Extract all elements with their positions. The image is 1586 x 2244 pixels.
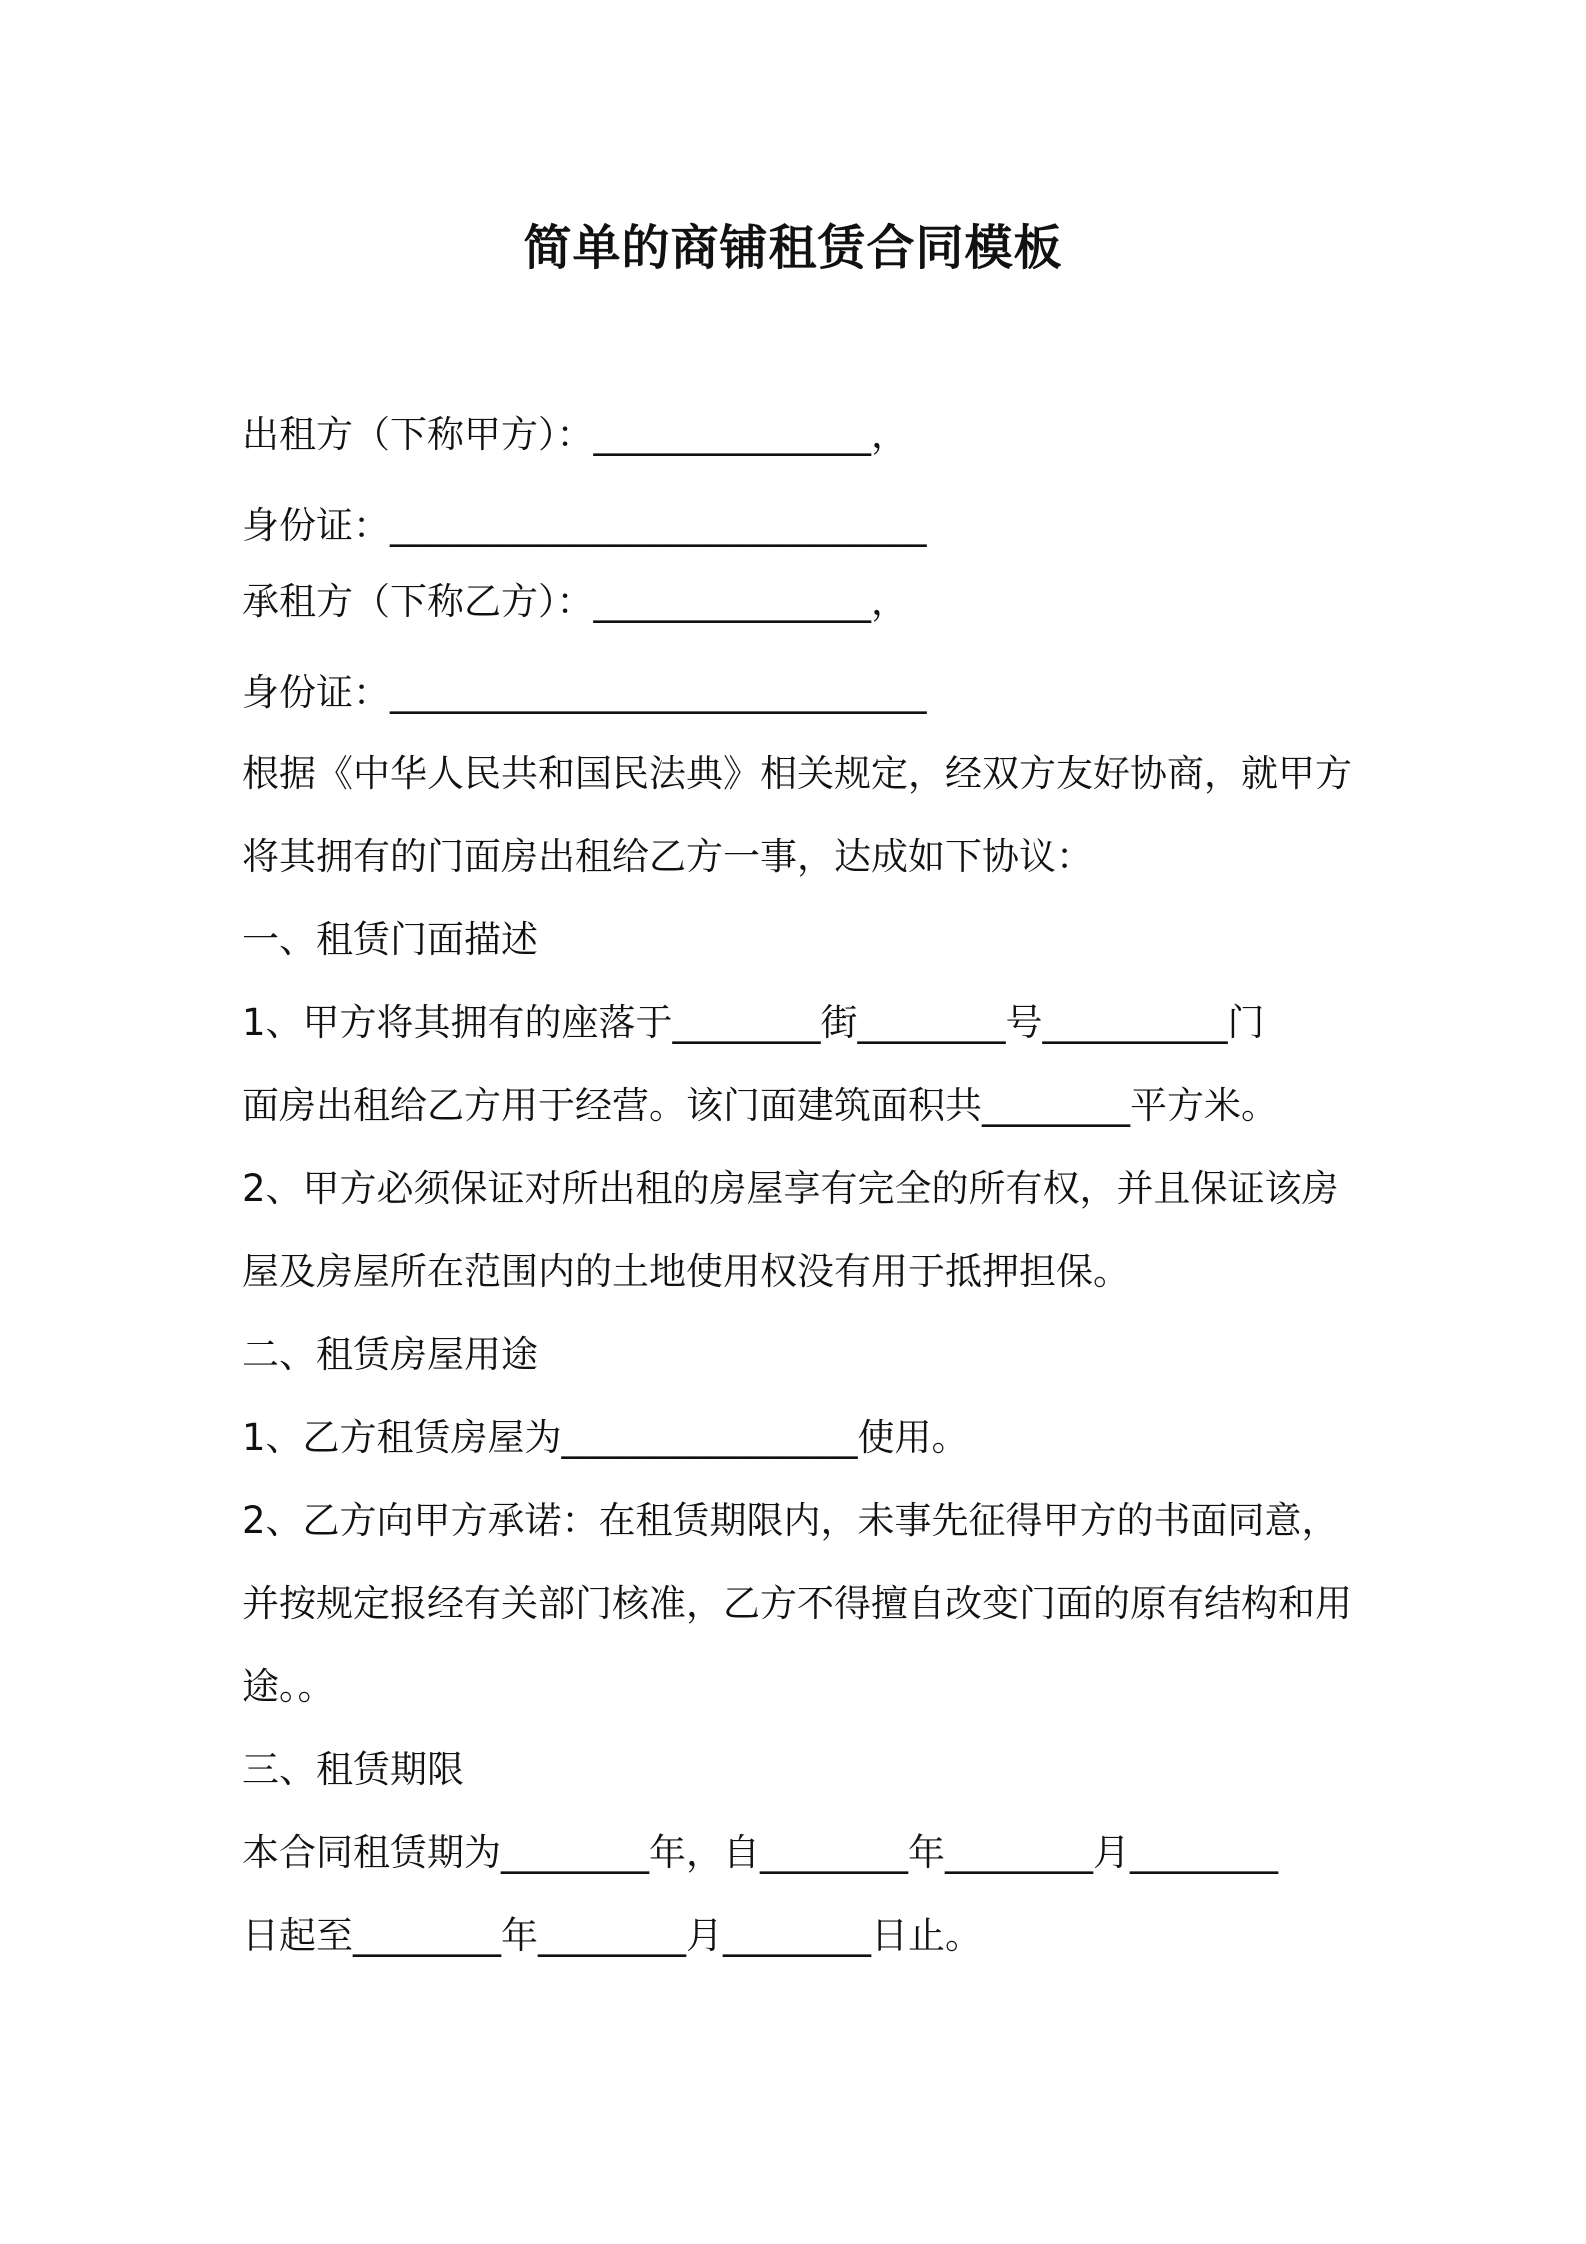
lessee-name-line: 承租方（下称乙方）：_______________， bbox=[242, 580, 908, 623]
clause-2-2-line-1: 2、乙方向甲方承诺：在租赁期限内，未事先征得甲方的书面同意， bbox=[242, 1499, 1339, 1542]
section-heading-1: 一、租赁门面描述 bbox=[242, 918, 538, 961]
clause-1-2-line-2: 屋及房屋所在范围内的土地使用权没有用于抵押担保。 bbox=[242, 1250, 1130, 1293]
clause-1-1-line-1: 1、甲方将其拥有的座落于________街________号__________门 bbox=[242, 1001, 1265, 1044]
preamble-line-1: 根据《中华人民共和国民法典》相关规定，经双方友好协商，就甲方 bbox=[242, 752, 1352, 795]
clause-2-2-line-2: 并按规定报经有关部门核准，乙方不得擅自改变门面的原有结构和用 bbox=[242, 1582, 1352, 1625]
section-heading-2: 二、租赁房屋用途 bbox=[242, 1333, 538, 1376]
clause-1-2-line-1: 2、甲方必须保证对所出租的房屋享有完全的所有权，并且保证该房 bbox=[242, 1167, 1339, 1210]
clause-2-2-line-3: 途。。 bbox=[242, 1665, 335, 1708]
lessor-name-line: 出租方（下称甲方）：_______________， bbox=[242, 413, 908, 456]
preamble-line-2: 将其拥有的门面房出租给乙方一事，达成如下协议： bbox=[242, 835, 1093, 878]
lease-term-line-2: 日起至________年________月________日止。 bbox=[242, 1914, 982, 1957]
clause-1-1-line-2: 面房出租给乙方用于经营。该门面建筑面积共________平方米。 bbox=[242, 1084, 1278, 1127]
document-title: 简单的商铺租赁合同模板 bbox=[523, 220, 1063, 276]
section-heading-3: 三、租赁期限 bbox=[242, 1748, 464, 1791]
lessee-id-line: 身份证：_____________________________ bbox=[242, 671, 927, 714]
lessor-id-line: 身份证：_____________________________ bbox=[242, 504, 927, 547]
lease-term-line-1: 本合同租赁期为________年，自________年________月________ bbox=[242, 1831, 1278, 1874]
clause-2-1-line: 1、乙方租赁房屋为________________使用。 bbox=[242, 1416, 969, 1459]
